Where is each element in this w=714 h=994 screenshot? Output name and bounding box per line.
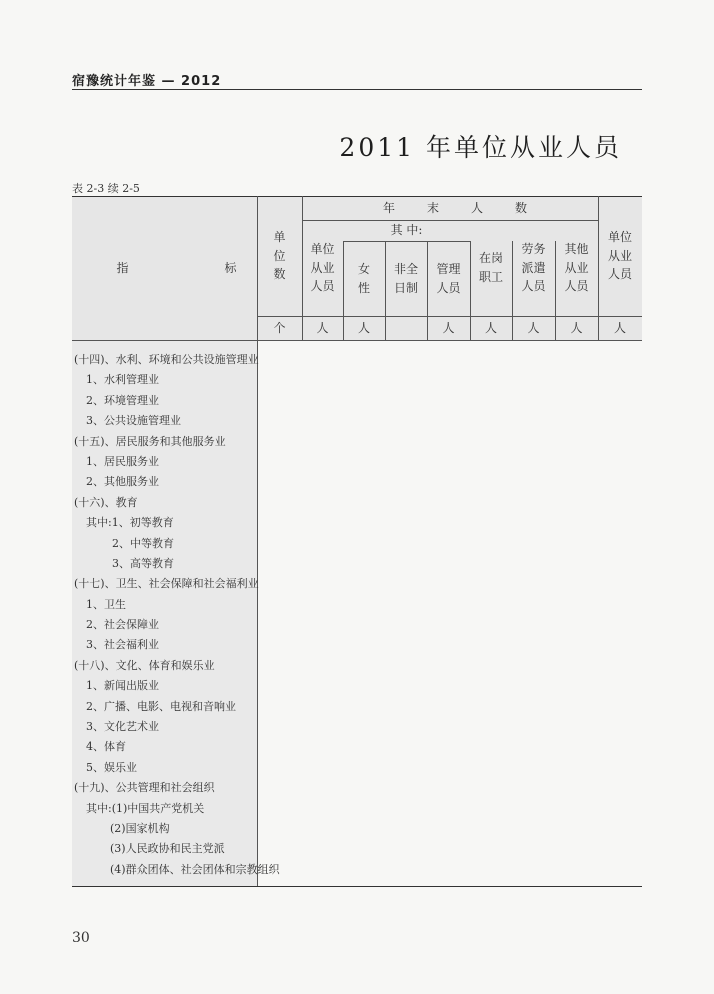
row-label: 1、居民服务业 — [86, 454, 159, 468]
row-label: 1、卫生 — [86, 597, 126, 611]
row-label: 3、公共设施管理业 — [86, 414, 181, 428]
row-label: 1、新闻出版业 — [86, 679, 159, 693]
row-label-list — [72, 350, 280, 880]
col-header-unit-count: 单 位 数 — [273, 230, 286, 282]
row-label: 4、体育 — [86, 740, 126, 754]
row-label: (3)人民政协和民主党派 — [110, 842, 225, 856]
row-label: 2、其他服务业 — [86, 475, 159, 489]
running-head: 宿豫统计年鉴 — 2012 — [72, 74, 222, 89]
row-label: (4)群众团体、社会团体和宗教组织 — [110, 862, 280, 876]
col-header-part-time: 非全 日制 — [393, 261, 418, 295]
col-header-female: 女 性 — [357, 261, 370, 295]
header-bottom-rule — [72, 340, 642, 341]
col-header-unit-staff: 单位 从业 人员 — [310, 242, 335, 294]
row-label: (十六)、教育 — [74, 495, 138, 509]
row-label: 2、广播、电影、电视和音响业 — [86, 699, 236, 713]
unit-cell — [385, 316, 427, 340]
unit-cell: 人 — [357, 320, 370, 335]
row-label: (十七)、卫生、社会保障和社会福利业 — [74, 577, 259, 591]
row-label: 3、高等教育 — [112, 556, 174, 570]
col-header-management: 管理 人员 — [436, 261, 461, 295]
page-title: 2011 年单位从业人员 — [339, 133, 622, 162]
page-number: 30 — [72, 930, 90, 946]
col-header-on-post: 在岗 职工 — [478, 251, 503, 284]
row-label: (2)国家机构 — [110, 821, 170, 835]
statistics-table — [72, 196, 642, 888]
col-group-year-end: 年 末 人 数 — [382, 200, 537, 215]
row-label: (十四)、水利、环境和公共设施管理业 — [74, 353, 259, 366]
row-label: 其中:1、初等教育 — [86, 516, 174, 530]
row-label: (十九)、公共管理和社会组织 — [74, 781, 215, 795]
row-label: 3、文化艺术业 — [86, 720, 159, 734]
row-label: 其中:(1)中国共产党机关 — [86, 801, 205, 815]
col-header-dispatched: 劳务 派遣 人员 — [521, 242, 546, 294]
unit-cell: 人 — [613, 320, 626, 335]
row-label: 3、社会福利业 — [86, 638, 159, 652]
unit-cell: 人 — [442, 320, 455, 335]
row-label: 1、水利管理业 — [86, 373, 159, 387]
col-header-other-staff: 其他 从业 人员 — [564, 242, 589, 294]
stub-header: 指 标 — [116, 260, 261, 275]
unit-cell: 个 — [273, 320, 286, 335]
row-label: 2、环境管理业 — [86, 393, 159, 407]
unit-cell: 人 — [527, 320, 540, 335]
table-label: 表 2-3 续 2-5 — [72, 182, 140, 195]
header-rule — [72, 89, 642, 90]
col-group-among: 其 中: — [390, 223, 423, 238]
row-label: 2、社会保障业 — [86, 618, 159, 632]
col-header-unit-staff-2: 单位 从业 人员 — [607, 230, 632, 282]
row-label: (十八)、文化、体育和娱乐业 — [74, 658, 215, 672]
row-label: 2、中等教育 — [112, 536, 174, 550]
row-label: 5、娱乐业 — [86, 760, 137, 774]
unit-cell: 人 — [316, 320, 329, 335]
unit-cell: 人 — [484, 320, 497, 335]
row-label: (十五)、居民服务和其他服务业 — [74, 434, 226, 448]
unit-cell: 人 — [570, 320, 583, 335]
table-bottom-rule — [72, 886, 642, 887]
